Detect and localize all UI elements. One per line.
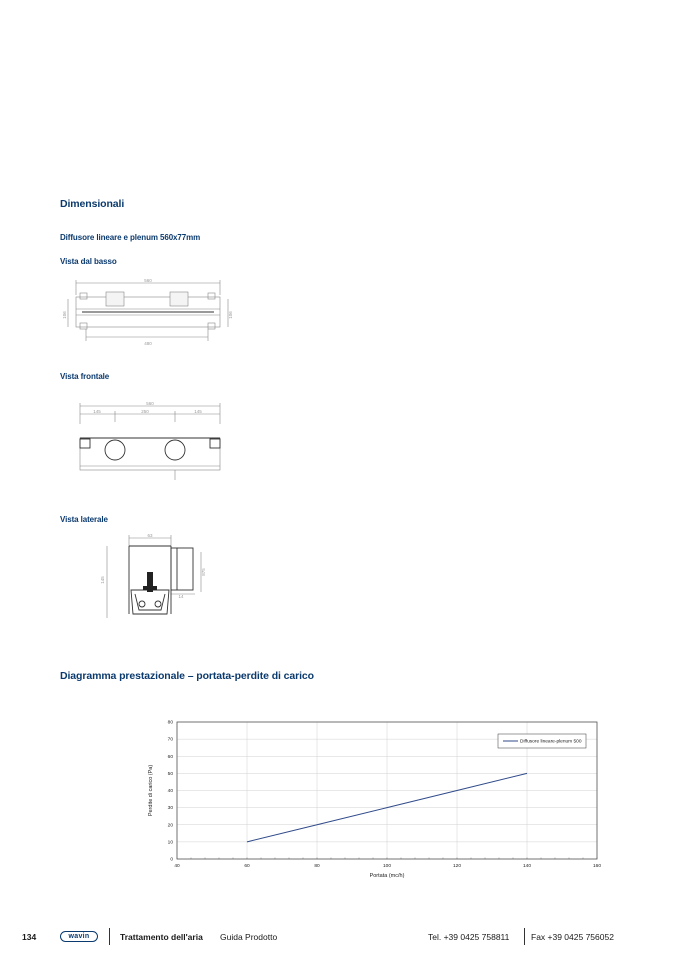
chart-y-tick-label: 20 bbox=[167, 823, 173, 829]
chart-y-axis-label: Perdite di carico (Pa) bbox=[148, 764, 154, 817]
drawing-subtitle: Diffusore lineare e plenum 560x77mm bbox=[60, 233, 201, 242]
front-view-drawing bbox=[70, 398, 230, 486]
footer-divider bbox=[109, 928, 110, 945]
chart-legend bbox=[498, 734, 586, 748]
dim-bottom-right: 106 bbox=[228, 311, 233, 319]
dim-bottom-left: 106 bbox=[62, 311, 67, 319]
page-footer bbox=[0, 928, 678, 948]
chart-y-tick-label: 10 bbox=[167, 840, 173, 846]
page-number: 134 bbox=[22, 932, 37, 942]
chart-y-tick-label: 60 bbox=[167, 754, 173, 760]
chart-x-tick-label: 80 bbox=[314, 864, 320, 869]
chart-y-tick-label: 40 bbox=[167, 789, 173, 795]
dim-side-left: 145 bbox=[100, 576, 105, 584]
chart-x-tick-label: 40 bbox=[174, 864, 180, 869]
bottom-view-drawing bbox=[58, 275, 238, 350]
chart-y-ticks bbox=[168, 720, 174, 863]
dim-front-c: 145 bbox=[194, 409, 202, 414]
chart-x-tick-label: 100 bbox=[382, 864, 392, 869]
chart-y-tick-label: 70 bbox=[167, 737, 173, 743]
footer-fax: Fax +39 0425 756052 bbox=[531, 932, 614, 942]
dim-bottom-top: 560 bbox=[144, 278, 152, 283]
chart-x-tick-label: 140 bbox=[522, 864, 532, 869]
chart-x-axis-label: Portata (mc/h) bbox=[369, 873, 405, 879]
footer-phone: Tel. +39 0425 758811 bbox=[428, 932, 510, 942]
side-view-drawing bbox=[95, 530, 215, 625]
view-title-bottom: Vista dal basso bbox=[60, 257, 117, 266]
dim-side-top: 63 bbox=[147, 533, 153, 538]
chart-y-tick-label: 50 bbox=[167, 771, 173, 777]
dim-front-b: 250 bbox=[141, 409, 149, 414]
chart-legend-label: Diffusore lineare-plenum 500 bbox=[520, 739, 582, 745]
section-title-dimensionali: Dimensionali bbox=[60, 198, 125, 210]
footer-section-name: Trattamento dell'aria bbox=[120, 932, 203, 942]
brand-logo: wavin bbox=[60, 931, 98, 942]
dim-side-small: 14 bbox=[178, 594, 184, 599]
view-title-side: Vista laterale bbox=[60, 515, 108, 524]
dim-front-total: 560 bbox=[146, 401, 154, 406]
chart-y-tick-label: 0 bbox=[170, 857, 173, 863]
chart-y-tick-label: 30 bbox=[167, 806, 173, 812]
dim-side-right: 875 bbox=[201, 568, 206, 576]
dim-front-a: 145 bbox=[93, 409, 101, 414]
performance-chart bbox=[140, 712, 610, 887]
view-title-front: Vista frontale bbox=[60, 372, 110, 381]
footer-guide-name: Guida Prodotto bbox=[220, 932, 278, 942]
chart-x-tick-label: 60 bbox=[244, 864, 250, 869]
dim-bottom-bottom: 480 bbox=[144, 341, 152, 346]
section-title-diagram: Diagramma prestazionale – portata-perdite di carico bbox=[60, 670, 314, 682]
chart-y-tick-label: 80 bbox=[167, 720, 173, 726]
chart-x-tick-label: 120 bbox=[452, 864, 462, 869]
footer-divider bbox=[524, 928, 525, 945]
chart-x-tick-label: 160 bbox=[592, 864, 602, 869]
